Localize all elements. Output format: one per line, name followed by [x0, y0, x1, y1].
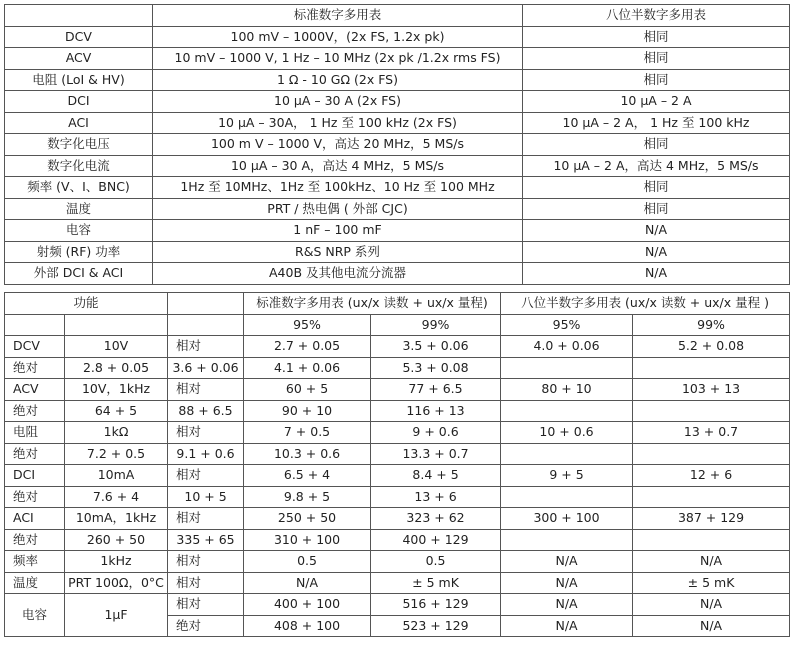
range-cell: 1kΩ — [65, 422, 168, 444]
value-cell — [501, 486, 633, 508]
function-cell: ACV — [5, 48, 153, 70]
accuracy-header-row — [5, 293, 790, 315]
value-cell: 387 + 129 — [633, 508, 790, 530]
eight-half-dmm-cell: 相同 — [523, 48, 790, 70]
value-cell: 516 + 129 — [371, 594, 501, 616]
value-cell: 2.7 + 0.05 — [244, 336, 371, 358]
header-cell: 八位半数字多用表 (ux/x 读数 + ux/x 量程 ) — [501, 293, 790, 315]
value-cell: N/A — [633, 594, 790, 616]
value-cell: 116 + 13 — [371, 400, 501, 422]
spec-header-row — [5, 5, 790, 27]
function-cell: 射频 (RF) 功率 — [5, 241, 153, 263]
range-cell: 10V — [65, 336, 168, 358]
eight-half-dmm-cell: N/A — [523, 241, 790, 263]
value-cell: 13.3 + 0.7 — [371, 443, 501, 465]
spec-row — [5, 48, 790, 70]
header-cell — [168, 314, 244, 336]
spec-row — [5, 263, 790, 285]
value-cell: 7.2 + 0.5 — [65, 443, 168, 465]
function-cell: 数字化电流 — [5, 155, 153, 177]
accuracy-row — [5, 551, 790, 573]
value-cell: 4.1 + 0.06 — [244, 357, 371, 379]
spec-table — [4, 4, 790, 285]
eight-half-dmm-cell: 10 µA – 2 A， 1 Hz 至 100 kHz — [523, 112, 790, 134]
standard-dmm-cell: 10 mV – 1000 V, 1 Hz – 10 MHz (2x pk /1.2x rms FS) — [153, 48, 523, 70]
function-cell: ACV — [5, 379, 65, 401]
spec-row — [5, 177, 790, 199]
mode-cell: 相对 — [168, 508, 244, 530]
spec-row — [5, 26, 790, 48]
confidence-header-cell: 95% — [244, 314, 371, 336]
function-cell: ACI — [5, 112, 153, 134]
accuracy-row — [5, 572, 790, 594]
value-cell: 13 + 6 — [371, 486, 501, 508]
accuracy-row — [5, 422, 790, 444]
standard-dmm-cell: 10 µA – 30 A，高达 4 MHz，5 MS/s — [153, 155, 523, 177]
value-cell: 0.5 — [244, 551, 371, 573]
spec-row — [5, 91, 790, 113]
value-cell — [501, 529, 633, 551]
accuracy-subheader-row — [5, 314, 790, 336]
function-cell: 电阻 — [5, 422, 65, 444]
header-cell: 八位半数字多用表 — [523, 5, 790, 27]
eight-half-dmm-cell: 10 µA – 2 A — [523, 91, 790, 113]
range-cell: 10mA — [65, 465, 168, 487]
value-cell: 88 + 6.5 — [168, 400, 244, 422]
mode-cell: 相对 — [168, 465, 244, 487]
value-cell: 9 + 0.6 — [371, 422, 501, 444]
confidence-header-cell: 99% — [633, 314, 790, 336]
accuracy-row — [5, 379, 790, 401]
spec-row — [5, 69, 790, 91]
eight-half-dmm-cell: 相同 — [523, 69, 790, 91]
value-cell: 3.6 + 0.06 — [168, 357, 244, 379]
value-cell: 103 + 13 — [633, 379, 790, 401]
header-cell: 标准数字多用表 — [153, 5, 523, 27]
eight-half-dmm-cell: N/A — [523, 220, 790, 242]
value-cell: N/A — [633, 551, 790, 573]
function-cell: 数字化电压 — [5, 134, 153, 156]
value-cell — [633, 400, 790, 422]
function-cell: DCV — [5, 336, 65, 358]
eight-half-dmm-cell: 10 µA – 2 A，高达 4 MHz，5 MS/s — [523, 155, 790, 177]
spec-row — [5, 220, 790, 242]
standard-dmm-cell: A40B 及其他电流分流器 — [153, 263, 523, 285]
value-cell: 0.5 — [371, 551, 501, 573]
standard-dmm-cell: R&S NRP 系列 — [153, 241, 523, 263]
value-cell: 400 + 100 — [244, 594, 371, 616]
value-cell: 4.0 + 0.06 — [501, 336, 633, 358]
function-cell: 电阻 (LoI & HV) — [5, 69, 153, 91]
eight-half-dmm-cell: 相同 — [523, 134, 790, 156]
standard-dmm-cell: 10 µA – 30A， 1 Hz 至 100 kHz (2x FS) — [153, 112, 523, 134]
mode-cell: 绝对 — [5, 529, 65, 551]
function-cell: DCV — [5, 26, 153, 48]
value-cell: 10 + 0.6 — [501, 422, 633, 444]
function-cell: DCI — [5, 465, 65, 487]
value-cell — [633, 486, 790, 508]
header-cell: 标准数字多用表 (ux/x 读数 + ux/x 量程) — [244, 293, 501, 315]
value-cell: 13 + 0.7 — [633, 422, 790, 444]
value-cell: 323 + 62 — [371, 508, 501, 530]
value-cell — [633, 443, 790, 465]
header-cell — [65, 314, 168, 336]
value-cell: 3.5 + 0.06 — [371, 336, 501, 358]
accuracy-row — [5, 486, 790, 508]
header-cell — [5, 5, 153, 27]
value-cell: 400 + 129 — [371, 529, 501, 551]
function-cell: 频率 — [5, 551, 65, 573]
spec-row — [5, 155, 790, 177]
function-cell: 频率 (V、I、BNC) — [5, 177, 153, 199]
value-cell: ± 5 mK — [371, 572, 501, 594]
value-cell: 12 + 6 — [633, 465, 790, 487]
value-cell: N/A — [501, 572, 633, 594]
value-cell — [501, 400, 633, 422]
standard-dmm-cell: 10 µA – 30 A (2x FS) — [153, 91, 523, 113]
eight-half-dmm-cell: 相同 — [523, 26, 790, 48]
value-cell: 9.8 + 5 — [244, 486, 371, 508]
range-cell: 10mA，1kHz — [65, 508, 168, 530]
mode-cell: 相对 — [168, 422, 244, 444]
function-cell: 外部 DCI & ACI — [5, 263, 153, 285]
spec-row — [5, 198, 790, 220]
value-cell: N/A — [633, 615, 790, 637]
spec-row — [5, 134, 790, 156]
value-cell: 300 + 100 — [501, 508, 633, 530]
value-cell — [633, 357, 790, 379]
value-cell: 260 + 50 — [65, 529, 168, 551]
accuracy-table — [4, 292, 790, 637]
accuracy-row — [5, 594, 790, 616]
standard-dmm-cell: 1 nF – 100 mF — [153, 220, 523, 242]
accuracy-row — [5, 508, 790, 530]
function-cell: ACI — [5, 508, 65, 530]
mode-cell: 相对 — [168, 379, 244, 401]
mode-cell: 相对 — [168, 572, 244, 594]
value-cell: 335 + 65 — [168, 529, 244, 551]
value-cell — [501, 357, 633, 379]
mode-cell: 相对 — [168, 551, 244, 573]
header-cell: 功能 — [5, 293, 168, 315]
value-cell: 310 + 100 — [244, 529, 371, 551]
accuracy-row — [5, 529, 790, 551]
value-cell: N/A — [501, 551, 633, 573]
value-cell: 10.3 + 0.6 — [244, 443, 371, 465]
mode-cell: 绝对 — [168, 615, 244, 637]
standard-dmm-cell: 100 m V – 1000 V，高达 20 MHz，5 MS/s — [153, 134, 523, 156]
confidence-header-cell: 95% — [501, 314, 633, 336]
value-cell: 5.3 + 0.08 — [371, 357, 501, 379]
value-cell: 64 + 5 — [65, 400, 168, 422]
function-cell: 电容 — [5, 594, 65, 637]
mode-cell: 绝对 — [5, 400, 65, 422]
eight-half-dmm-cell: N/A — [523, 263, 790, 285]
value-cell: 7 + 0.5 — [244, 422, 371, 444]
spec-row — [5, 112, 790, 134]
confidence-header-cell: 99% — [371, 314, 501, 336]
eight-half-dmm-cell: 相同 — [523, 198, 790, 220]
value-cell: 5.2 + 0.08 — [633, 336, 790, 358]
mode-cell: 绝对 — [5, 357, 65, 379]
value-cell: 90 + 10 — [244, 400, 371, 422]
value-cell: 250 + 50 — [244, 508, 371, 530]
value-cell: 80 + 10 — [501, 379, 633, 401]
header-cell — [168, 293, 244, 315]
mode-cell: 相对 — [168, 594, 244, 616]
value-cell: 7.6 + 4 — [65, 486, 168, 508]
value-cell: 9.1 + 0.6 — [168, 443, 244, 465]
range-cell: 1µF — [65, 594, 168, 637]
accuracy-row — [5, 336, 790, 358]
range-cell: PRT 100Ω，0°C — [65, 572, 168, 594]
value-cell: 60 + 5 — [244, 379, 371, 401]
accuracy-row — [5, 443, 790, 465]
function-cell: 温度 — [5, 572, 65, 594]
spec-row — [5, 241, 790, 263]
accuracy-row — [5, 357, 790, 379]
value-cell: 6.5 + 4 — [244, 465, 371, 487]
value-cell: 8.4 + 5 — [371, 465, 501, 487]
value-cell: ± 5 mK — [633, 572, 790, 594]
mode-cell: 相对 — [168, 336, 244, 358]
value-cell: 408 + 100 — [244, 615, 371, 637]
value-cell: 10 + 5 — [168, 486, 244, 508]
range-cell: 1kHz — [65, 551, 168, 573]
value-cell: 523 + 129 — [371, 615, 501, 637]
function-cell: DCI — [5, 91, 153, 113]
standard-dmm-cell: PRT / 热电偶 ( 外部 CJC) — [153, 198, 523, 220]
value-cell: 2.8 + 0.05 — [65, 357, 168, 379]
header-cell — [5, 314, 65, 336]
value-cell: N/A — [501, 594, 633, 616]
accuracy-row — [5, 400, 790, 422]
value-cell: 9 + 5 — [501, 465, 633, 487]
value-cell: N/A — [501, 615, 633, 637]
value-cell — [501, 443, 633, 465]
standard-dmm-cell: 1 Ω - 10 GΩ (2x FS) — [153, 69, 523, 91]
value-cell: 77 + 6.5 — [371, 379, 501, 401]
standard-dmm-cell: 100 mV – 1000V，(2x FS, 1.2x pk) — [153, 26, 523, 48]
mode-cell: 绝对 — [5, 486, 65, 508]
accuracy-row — [5, 465, 790, 487]
eight-half-dmm-cell: 相同 — [523, 177, 790, 199]
value-cell: N/A — [244, 572, 371, 594]
range-cell: 10V，1kHz — [65, 379, 168, 401]
value-cell — [633, 529, 790, 551]
function-cell: 电容 — [5, 220, 153, 242]
function-cell: 温度 — [5, 198, 153, 220]
mode-cell: 绝对 — [5, 443, 65, 465]
standard-dmm-cell: 1Hz 至 10MHz、1Hz 至 100kHz、10 Hz 至 100 MHz — [153, 177, 523, 199]
